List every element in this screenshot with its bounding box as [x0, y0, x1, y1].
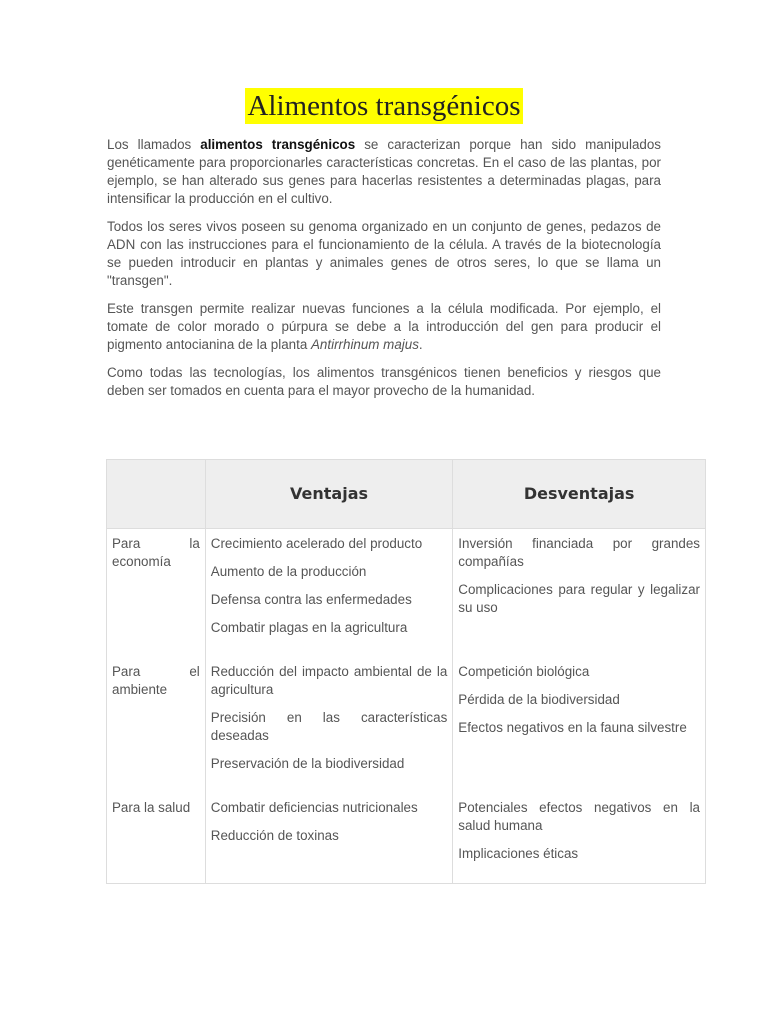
- list-item: Reducción del impacto ambiental de la agricultura: [210, 664, 448, 697]
- ventajas-cell: [205, 793, 453, 884]
- list-item: Implicaciones éticas: [458, 846, 579, 861]
- paragraph-2: Todos los seres vivos poseen su genoma organizado en un conjunto de genes, pedazos de ADN con las instrucciones para el funcionamiento de la célula. A través de la biotecnología se pueden introducir en plantas y animales genes de otros seres, lo que se llama un "transgen".: [107, 219, 661, 288]
- desventajas-cell: [453, 793, 706, 884]
- list-item: Combatir plagas en la agricultura: [210, 620, 408, 635]
- table-row: [107, 657, 706, 793]
- list-item: Competición biológica: [458, 664, 590, 679]
- desventajas-cell: [453, 529, 706, 658]
- list-item: Precisión en las características deseadas: [210, 710, 448, 743]
- list-item: Aumento de la producción: [210, 564, 367, 579]
- row-label-economia: Para la economía: [107, 529, 206, 658]
- header-empty: [107, 460, 206, 529]
- list-item: Inversión financiada por grandes compañías: [458, 536, 700, 569]
- title-wrap: [0, 88, 768, 124]
- paragraph-1-bold: alimentos transgénicos: [200, 137, 356, 152]
- table-row: [107, 529, 706, 658]
- paragraph-3: [107, 300, 661, 354]
- list-item: Complicaciones para regular y legalizar su uso: [458, 582, 700, 615]
- page-title: Alimentos transgénicos: [247, 90, 521, 122]
- row-label-salud: Para la salud: [107, 793, 206, 884]
- table-header-row: [107, 460, 706, 529]
- row-label-ambiente: Para el ambiente: [107, 657, 206, 793]
- paragraph-3-end: .: [418, 337, 423, 352]
- intro-text: [107, 136, 661, 410]
- list-item: Preservación de la biodiversidad: [210, 756, 405, 771]
- paragraph-3-start: Este transgen permite realizar nuevas funciones a la célula modificada. Por ejemplo, el tomate de color morado o púrpura se debe a la introducción del gen para producir el pigmento antocianina de la planta: [107, 301, 661, 352]
- ventajas-cell: [205, 529, 453, 658]
- list-item: Pérdida de la biodiversidad: [458, 692, 620, 707]
- desventajas-cell: [453, 657, 706, 793]
- paragraph-1-end: se caracterizan porque han sido manipulados genéticamente para proporcionarles características concretas. En el caso de las plantas, por ejemplo, se han alterado sus genes para hacerlas resistentes a determinadas plagas, para intensificar la producción en el cultivo.: [107, 137, 661, 206]
- table-row: [107, 793, 706, 884]
- list-item: Efectos negativos en la fauna silvestre: [458, 720, 687, 735]
- comparison-table: [106, 459, 706, 884]
- list-item: Combatir deficiencias nutricionales: [210, 800, 418, 815]
- paragraph-4: Como todas las tecnologías, los alimentos transgénicos tienen beneficios y riesgos que deben ser tomados en cuenta para el mayor provecho de la humanidad.: [107, 365, 661, 398]
- list-item: Crecimiento acelerado del producto: [210, 536, 423, 551]
- paragraph-1: [107, 136, 661, 208]
- header-ventajas: Ventajas: [205, 460, 453, 529]
- ventajas-cell: [205, 657, 453, 793]
- list-item: Potenciales efectos negativos en la salud humana: [458, 800, 700, 833]
- list-item: Defensa contra las enfermedades: [210, 592, 412, 607]
- paragraph-1-start: Los llamados: [107, 137, 201, 152]
- paragraph-3-italic: Antirrhinum majus: [311, 337, 419, 352]
- header-desventajas: Desventajas: [453, 460, 706, 529]
- list-item: Reducción de toxinas: [210, 828, 339, 843]
